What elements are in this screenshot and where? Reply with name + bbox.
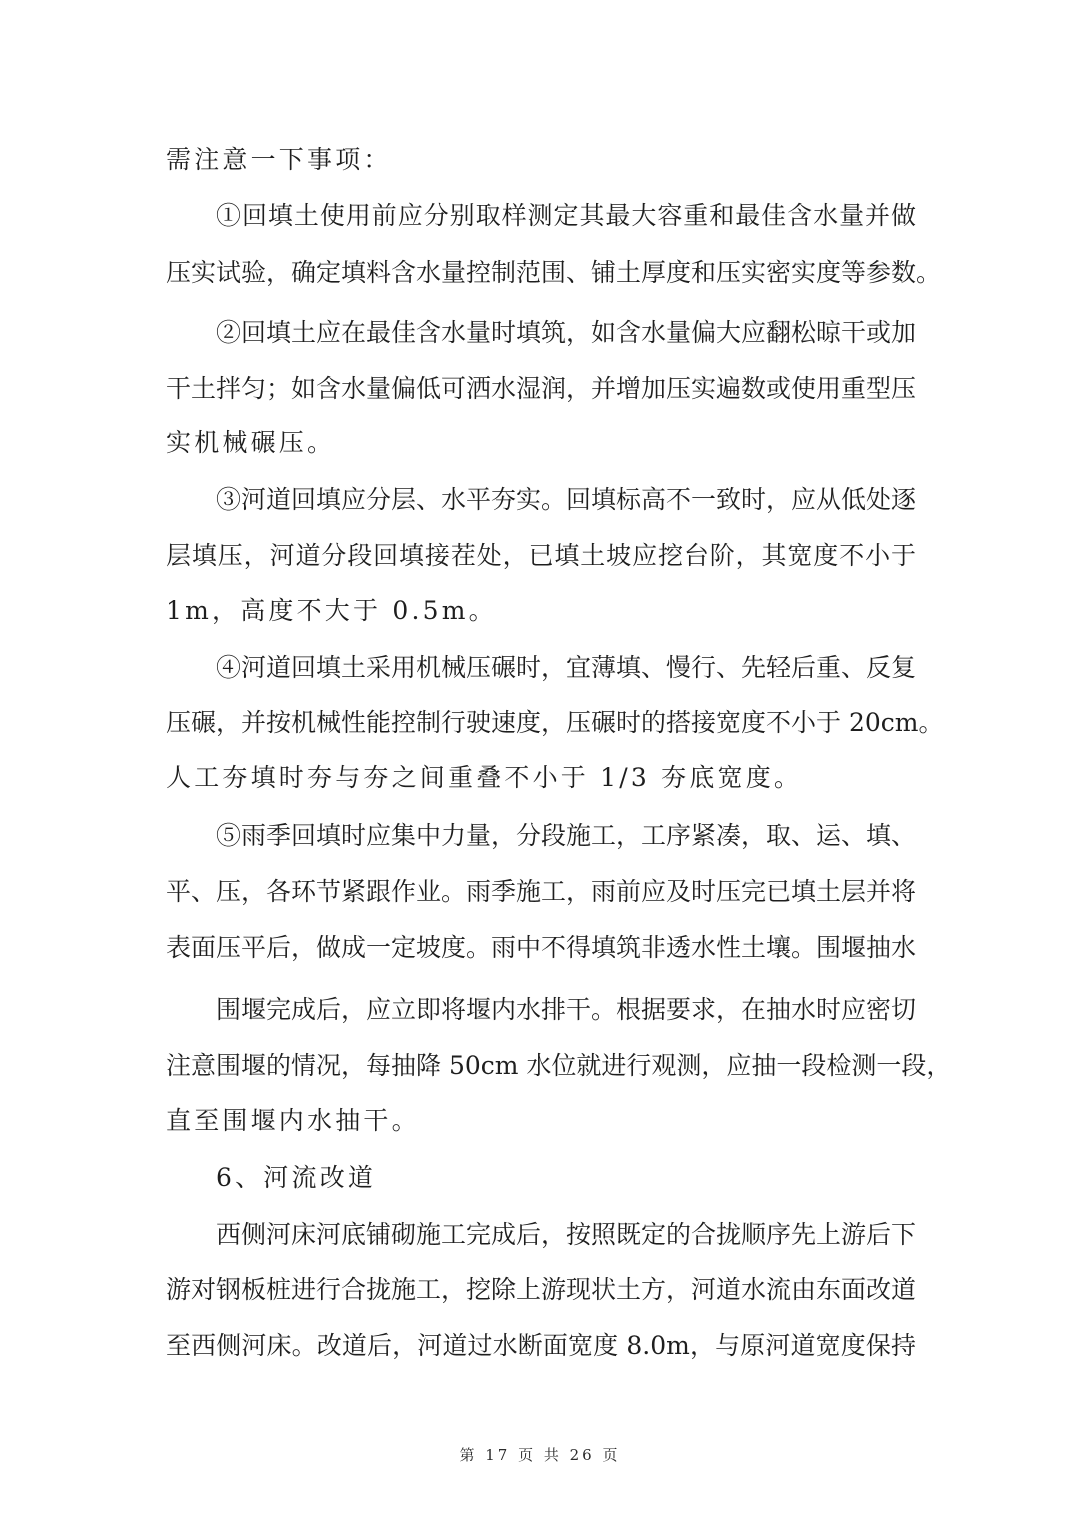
text-line: 至西侧河床。改道后，河道过水断面宽度 8.0m，与原河道宽度保持 [166,1331,916,1360]
text-line: 1m，高度不大于 0.5m。 [166,596,497,625]
text-line: ⑤雨季回填时应集中力量，分段施工，工序紧凑，取、运、填、 [216,821,917,850]
text-line: ②回填土应在最佳含水量时填筑，如含水量偏大应翻松晾干或加 [216,318,917,347]
text-line: 干土拌匀；如含水量偏低可洒水湿润，并增加压实遍数或使用重型压 [166,374,917,403]
text-line: ④河道回填土采用机械压碾时，宜薄填、慢行、先轻后重、反复 [216,653,917,682]
text-line: ①回填土使用前应分别取样测定其最大容重和最佳含水量并做 [216,201,916,230]
text-line: 游对钢板桩进行合拢施工，挖除上游现状土方，河道水流由东面改道 [166,1275,917,1304]
text-line: 需注意一下事项： [166,145,392,174]
text-line: 人工夯填时夯与夯之间重叠不小于 1/3 夯底宽度。 [166,763,803,792]
text-line: 直至围堰内水抽干。 [166,1106,420,1135]
text-line: 表面压平后，做成一定坡度。雨中不得填筑非透水性土壤。围堰抽水 [166,933,917,962]
text-line: 注意围堰的情况，每抽降 50cm 水位就进行观测，应抽一段检测一段， [166,1051,952,1080]
text-line: 层填压，河道分段回填接茬处，已填土坡应挖台阶，其宽度不小于 [166,541,916,570]
text-line: 压实试验，确定填料含水量控制范围、铺土厚度和压实密实度等参数。 [166,258,942,287]
text-line: 围堰完成后，应立即将堰内水排干。根据要求，在抽水时应密切 [216,995,917,1024]
text-line: ③河道回填应分层、水平夯实。回填标高不一致时，应从低处逐 [216,485,917,514]
text-line: 平、压，各环节紧跟作业。雨季施工，雨前应及时压完已填土层并将 [166,877,917,906]
page-number: 第 17 页 共 26 页 [459,1446,621,1464]
section-heading: 6、河流改道 [216,1163,377,1192]
text-line: 实机械碾压。 [166,428,336,457]
text-line: 压碾，并按机械性能控制行驶速度，压碾时的搭接宽度不小于 20cm。 [166,708,944,737]
text-line: 西侧河床河底铺砌施工完成后，按照既定的合拢顺序先上游后下 [216,1220,917,1249]
